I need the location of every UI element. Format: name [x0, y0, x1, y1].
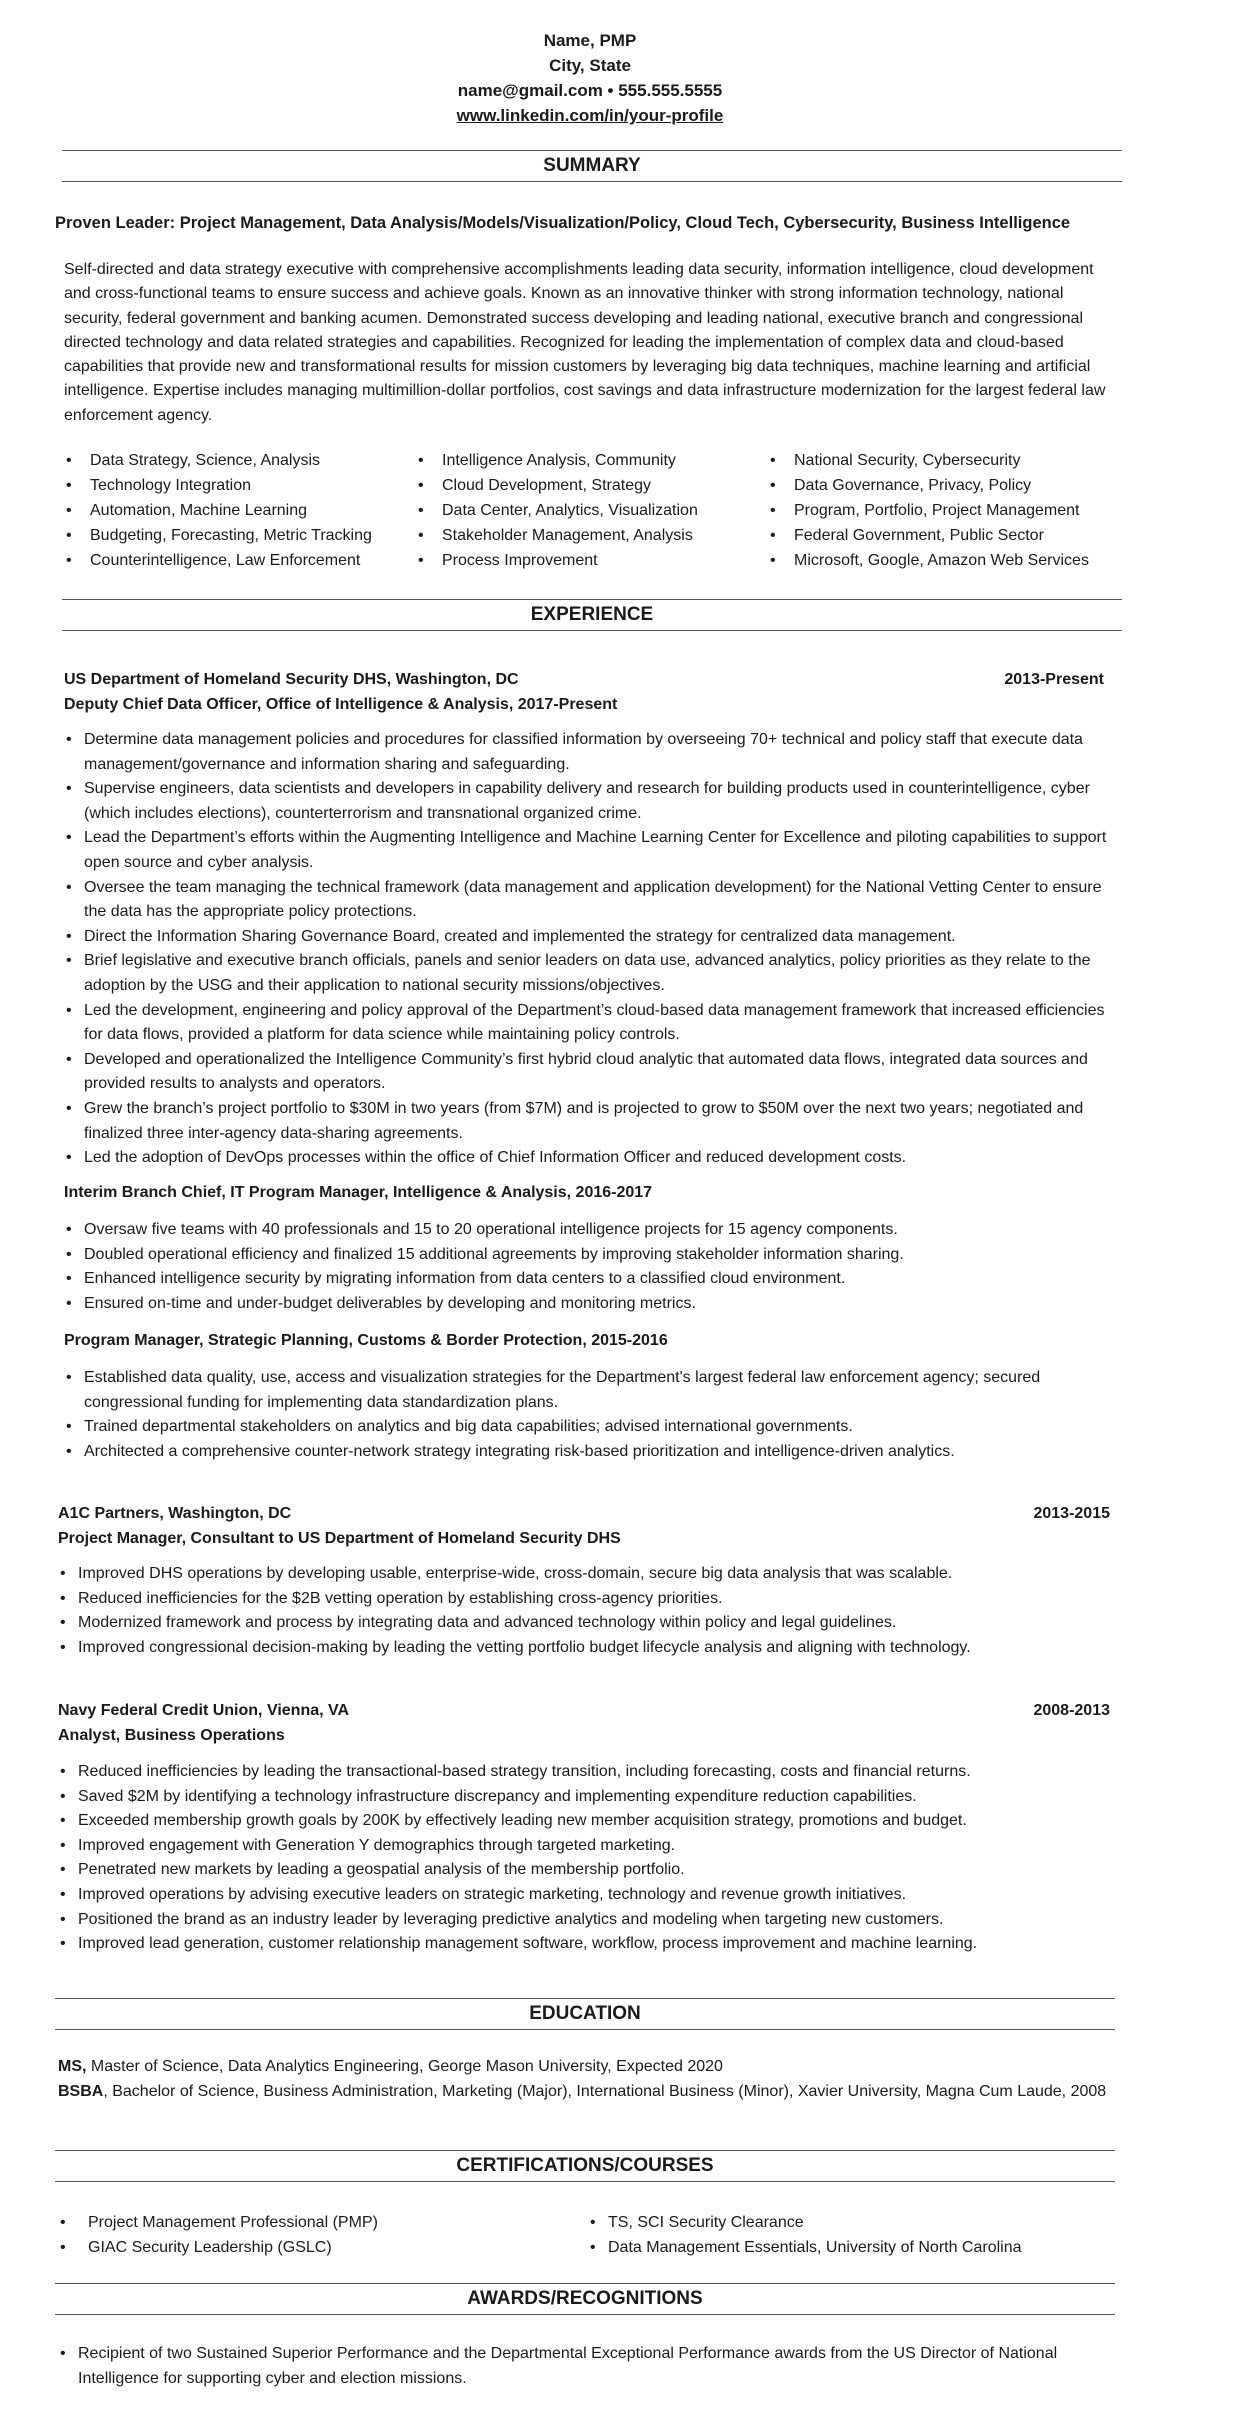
list-item: • Grew the branch’s project portfolio to $30M in two years (from $7M) and is projected to grow to $50M over the next two years; negotiated and finalized three inter-agency data-sharing agreements. — [64, 1097, 1124, 1146]
list-item: • Doubled operational efficiency and finalized 15 additional agreements by improving stakeholder information sharing. — [64, 1243, 1124, 1268]
navy-dates: 2008-2013 — [1033, 1702, 1110, 1719]
list-item: • Led the adoption of DevOps processes within the office of Chief Information Officer and reduced development costs. — [64, 1146, 1124, 1171]
awards-heading: AWARDS/RECOGNITIONS — [55, 2283, 1115, 2315]
dhs-role-1-bullets — [64, 728, 1124, 1171]
candidate-name: Name, PMP — [543, 31, 637, 50]
list-item: • Improved operations by advising executive leaders on strategic marketing, technology and revenue growth initiatives. — [58, 1883, 1118, 1908]
navy-employer: Navy Federal Credit Union, Vienna, VA — [58, 1702, 350, 1719]
ms-degree-label: MS, — [58, 2058, 87, 2075]
list-item: • Ensured on-time and under-budget deliverables by developing and monitoring metrics. — [64, 1292, 1124, 1317]
list-item: • Developed and operationalized the Intelligence Community’s first hybrid cloud analytic that automated data flows, integrated data sources and provided results to analysts and operators. — [64, 1048, 1124, 1097]
list-item: • Modernized framework and process by integrating data and advanced technology within policy and legal guidelines. — [58, 1611, 1118, 1636]
experience-heading: EXPERIENCE — [62, 599, 1122, 631]
skill-item: • Stakeholder Management, Analysis — [416, 523, 768, 548]
skills-column-1 — [64, 448, 416, 573]
certifications-heading: CERTIFICATIONS/COURSES — [55, 2150, 1115, 2182]
skill-item: • Counterintelligence, Law Enforcement — [64, 548, 416, 573]
summary-paragraph: Self-directed and data strategy executive with comprehensive accomplishments leading data security, information intelligence, cloud development and cross-functional teams to ensure success and achieve goals. Known as an innovative thinker with strong information technology, national security, federal government and banking acumen. Demonstrated success developing and leading national, executive branch and congressional directed technology and data related strategies and capabilities. Recognized for leading the implementation of complex data and cloud-based capabilities that provide new and transformational results for mission customers by leveraging big data techniques, machine learning and artificial intelligence. Expertise includes managing multimillion-dollar portfolios, cost savings and data infrastructure modernization for the largest federal law enforcement agency. — [64, 261, 1106, 424]
certifications-grid — [58, 2210, 1118, 2260]
navy-bullets — [58, 1760, 1118, 1957]
navy-role: Analyst, Business Operations — [58, 1726, 285, 1744]
a1c-bullets — [58, 1562, 1118, 1660]
contact-line: name@gmail.com • 555.555.5555 — [457, 81, 723, 100]
dhs-role-3-bullets — [64, 1366, 1124, 1464]
dhs-role-2: Interim Branch Chief, IT Program Manager, Intelligence & Analysis, 2016-2017 — [64, 1184, 653, 1201]
skills-column-3 — [768, 448, 1089, 573]
bsba-degree-text: , Bachelor of Science, Business Administration, Marketing (Major), International Business (Minor), Xavier University, Magna Cum Laude, 2008 — [103, 2082, 1107, 2100]
list-item: • Improved DHS operations by developing usable, enterprise-wide, cross-domain, secure big data analysis that was scalable. — [58, 1562, 1118, 1587]
skills-column-2 — [416, 448, 768, 573]
list-item: • Improved congressional decision-making by leading the vetting portfolio budget lifecycle analysis and aligning with technology. — [58, 1636, 1118, 1661]
a1c-role: Project Manager, Consultant to US Department of Homeland Security DHS — [58, 1529, 621, 1547]
certification-item: • TS, SCI Security Clearance — [588, 2210, 1022, 2235]
candidate-location: City, State — [549, 56, 631, 75]
certifications-column-2 — [588, 2210, 1022, 2260]
list-item: • Architected a comprehensive counter-network strategy integrating risk-based prioritization and intelligence-driven analytics. — [64, 1440, 1124, 1465]
education-block — [58, 2055, 1118, 2104]
list-item: • Exceeded membership growth goals by 200K by effectively leading new member acquisition strategy, promotions and budget. — [58, 1809, 1118, 1834]
skill-item: • Data Strategy, Science, Analysis — [64, 448, 416, 473]
dhs-role-3: Program Manager, Strategic Planning, Customs & Border Protection, 2015-2016 — [64, 1332, 668, 1349]
list-item: • Brief legislative and executive branch officials, panels and senior leaders on data use, advanced analytics, policy priorities as they relate to the adoption by the USG and their application to national security missions/objectives. — [64, 949, 1124, 998]
list-item: • Oversaw five teams with 40 professionals and 15 to 20 operational intelligence projects for 15 agency components. — [64, 1218, 1124, 1243]
education-ms — [58, 2055, 1118, 2080]
skill-item: • Federal Government, Public Sector — [768, 523, 1089, 548]
list-item: • Saved $2M by identifying a technology infrastructure discrepancy and implementing expenditure reduction capabilities. — [58, 1785, 1118, 1810]
list-item: • Supervise engineers, data scientists and developers in capability delivery and research for building products used in counterintelligence, cyber (which includes elections), counterterrorism and transnational organized crime. — [64, 777, 1124, 826]
ms-degree-text: Master of Science, Data Analytics Engineering, George Mason University, Expected 2020 — [86, 2058, 723, 2075]
dhs-job-header — [64, 668, 1104, 717]
list-item: • Led the development, engineering and policy approval of the Department’s cloud-based data management framework that increased efficiencies for data flows, provided a platform for data science while maintaining policy controls. — [64, 999, 1124, 1048]
awards-bullets — [58, 2342, 1118, 2391]
skill-item: • Microsoft, Google, Amazon Web Services — [768, 548, 1089, 573]
dhs-role-1: Deputy Chief Data Officer, Office of Intelligence & Analysis, 2017-Present — [64, 695, 618, 713]
list-item: • Improved engagement with Generation Y demographics through targeted marketing. — [58, 1834, 1118, 1859]
list-item: • Established data quality, use, access and visualization strategies for the Department's largest federal law enforcement agency; secured congressional funding for implementing data standardization plans. — [64, 1366, 1124, 1415]
skill-item: • Automation, Machine Learning — [64, 498, 416, 523]
list-item: • Determine data management policies and procedures for classified information by overseeing 70+ technical and policy staff that execute data management/governance and information sharing and safeguarding. — [64, 728, 1124, 777]
certification-item: • Project Management Professional (PMP) — [58, 2210, 588, 2235]
certifications-column-1 — [58, 2210, 588, 2260]
list-item: • Trained departmental stakeholders on analytics and big data capabilities; advised international governments. — [64, 1415, 1124, 1440]
list-item: • Direct the Information Sharing Governance Board, created and implemented the strategy for centralized data management. — [64, 925, 1124, 950]
certification-item: • GIAC Security Leadership (GSLC) — [58, 2235, 588, 2260]
education-heading: EDUCATION — [55, 1998, 1115, 2030]
dhs-role-2-bullets — [64, 1218, 1124, 1316]
education-bsba — [58, 2080, 1118, 2105]
dhs-dates: 2013-Present — [1004, 671, 1104, 688]
a1c-job-header — [58, 1502, 1110, 1551]
certification-item: • Data Management Essentials, University of North Carolina — [588, 2235, 1022, 2260]
list-item: • Enhanced intelligence security by migrating information from data centers to a classified cloud environment. — [64, 1267, 1124, 1292]
skill-item: • Process Improvement — [416, 548, 768, 573]
skill-item: • Data Governance, Privacy, Policy — [768, 473, 1089, 498]
skill-item: • Intelligence Analysis, Community — [416, 448, 768, 473]
summary-tagline: Proven Leader: Project Management, Data Analysis/Models/Visualization/Policy, Cloud Tech, Cybersecurity, Business Intelligence — [55, 214, 1071, 232]
list-item: • Lead the Department’s efforts within the Augmenting Intelligence and Machine Learning Center for Excellence and piloting capabilities to support open source and cyber analysis. — [64, 826, 1124, 875]
skill-item: • National Security, Cybersecurity — [768, 448, 1089, 473]
list-item: • Oversee the team managing the technical framework (data management and application development) for the National Vetting Center to ensure the data has the appropriate policy protections. — [64, 876, 1124, 925]
dhs-employer: US Department of Homeland Security DHS, Washington, DC — [64, 671, 519, 688]
list-item: • Recipient of two Sustained Superior Performance and the Departmental Exceptional Performance awards from the US Director of National Intelligence for supporting cyber and election missions. — [58, 2342, 1118, 2391]
list-item: • Penetrated new markets by leading a geospatial analysis of the membership portfolio. — [58, 1858, 1118, 1883]
skill-item: • Data Center, Analytics, Visualization — [416, 498, 768, 523]
skill-item: • Program, Portfolio, Project Management — [768, 498, 1089, 523]
list-item: • Improved lead generation, customer relationship management software, workflow, process improvement and machine learning. — [58, 1932, 1118, 1957]
list-item: • Reduced inefficiencies for the $2B vetting operation by establishing cross-agency priorities. — [58, 1587, 1118, 1612]
skill-item: • Budgeting, Forecasting, Metric Tracking — [64, 523, 416, 548]
bsba-degree-label: BSBA — [58, 2082, 104, 2100]
a1c-dates: 2013-2015 — [1033, 1505, 1110, 1522]
resume-header — [0, 28, 1180, 128]
linkedin-link[interactable]: www.linkedin.com/in/your-profile — [456, 106, 724, 125]
summary-heading: SUMMARY — [62, 150, 1122, 182]
skills-grid — [64, 448, 1124, 573]
skill-item: • Cloud Development, Strategy — [416, 473, 768, 498]
list-item: • Positioned the brand as an industry leader by leveraging predictive analytics and modeling when targeting new customers. — [58, 1908, 1118, 1933]
navy-job-header — [58, 1699, 1110, 1748]
a1c-employer: A1C Partners, Washington, DC — [58, 1505, 292, 1522]
list-item: • Reduced inefficiencies by leading the transactional-based strategy transition, including forecasting, costs and financial returns. — [58, 1760, 1118, 1785]
skill-item: • Technology Integration — [64, 473, 416, 498]
